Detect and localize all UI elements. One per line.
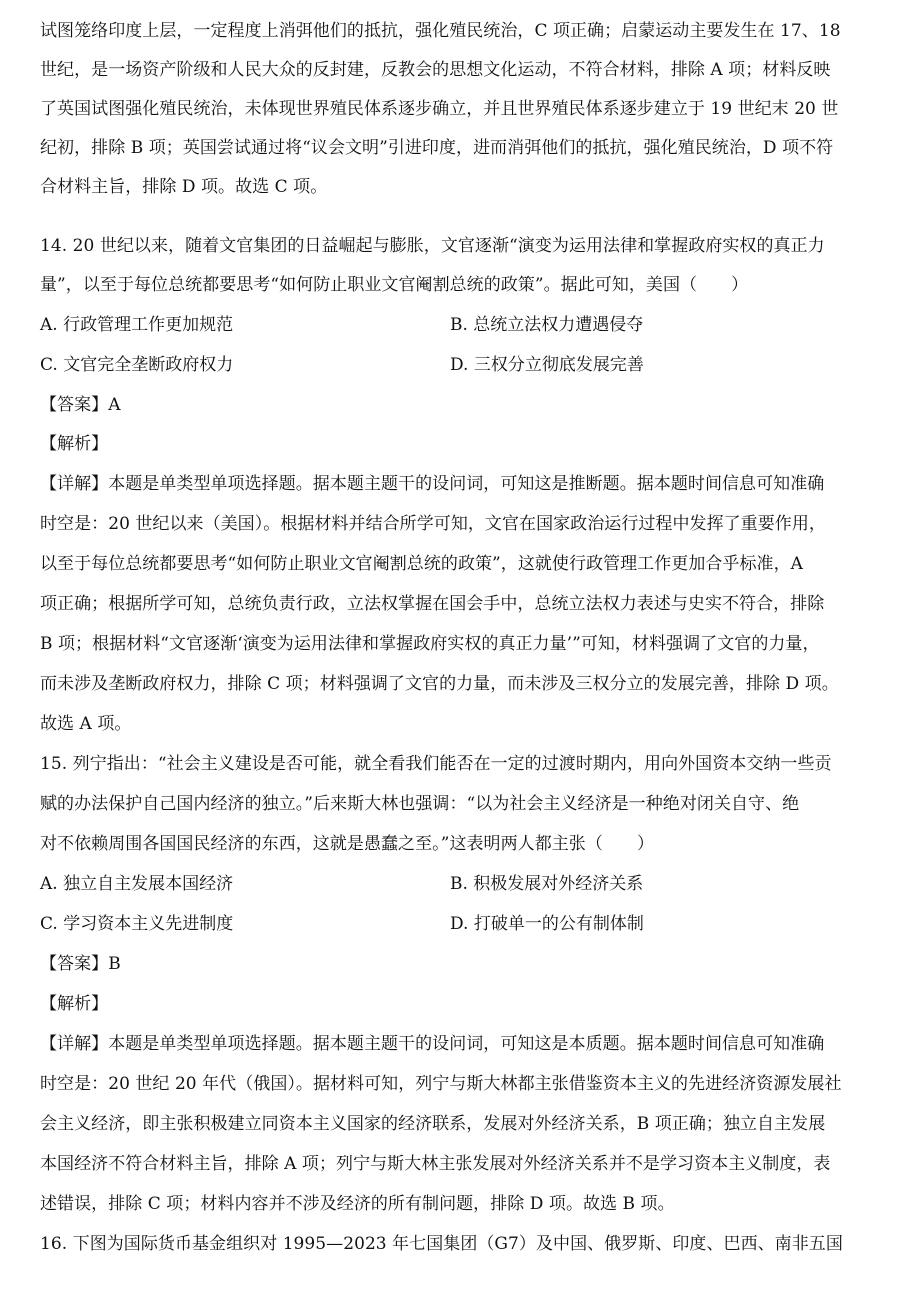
prev-explanation-line-5: 合材料主旨，排除 D 项。故选 C 项。 <box>40 177 328 197</box>
q14-stem-line-1: 14. 20 世纪以来，随着文官集团的日益崛起与膨胀，文官逐渐“演变为运用法律和掌握政府实权的真正力 <box>40 236 825 256</box>
prev-explanation-line-3: 了英国试图强化殖民统治，未体现世界殖民体系逐步确立，并且世界殖民体系逐步建立于 19 世纪末 20 世 <box>40 99 839 119</box>
q15-options-row-2 <box>40 905 862 943</box>
q15-detail-line-1: 【详解】本题是单类型单项选择题。据本题主题干的设问词，可知这是本质题。据本题时间信息可知准确 <box>40 1034 825 1054</box>
q15-detail-line-5: 述错误，排除 C 项；材料内容并不涉及经济的所有制问题，排除 D 项。故选 B 项。 <box>40 1194 675 1214</box>
q15-answer: 【答案】B <box>40 954 121 974</box>
q14-detail-line-3: 以至于每位总统都要思考“如何防止职业文官阉割总统的政策”，这就使行政管理工作更加合乎标准，A <box>40 554 803 574</box>
q14-stem-line-2: 量”，以至于每位总统都要思考“如何防止职业文官阉割总统的政策”。据此可知，美国（ ） <box>40 275 749 295</box>
q15-detail-line-4: 本国经济不符合材料主旨，排除 A 项；列宁与斯大林主张发展对外经济关系并不是学习资本主义制度，表 <box>40 1154 831 1174</box>
q14-option-d: D. 三权分立彻底发展完善 <box>450 355 644 375</box>
q14-options-row-1 <box>40 306 862 344</box>
q15-option-b: B. 积极发展对外经济关系 <box>450 874 644 894</box>
q14-detail-line-5: B 项；根据材料“文官逐渐‘演变为运用法律和掌握政府实权的真正力量’”可知，材料强调了文官的力量， <box>40 634 820 654</box>
q15-option-d: D. 打破单一的公有制体制 <box>450 914 644 934</box>
q14-answer: 【答案】A <box>40 395 121 415</box>
q14-option-b: B. 总统立法权力遭遇侵夺 <box>450 315 644 335</box>
q15-stem-line-1: 15. 列宁指出：“社会主义建设是否可能，就全看我们能否在一定的过渡时期内，用向外国资本交纳一些贡 <box>40 754 832 774</box>
q15-analysis-label: 【解析】 <box>40 994 109 1014</box>
q14-analysis-label: 【解析】 <box>40 434 109 454</box>
q15-detail-line-2: 时空是：20 世纪 20 年代（俄国）。据材料可知，列宁与斯大林都主张借鉴资本主义的先进经济资源发展社 <box>40 1074 842 1094</box>
q14-detail-line-6: 而未涉及垄断政府权力，排除 C 项；材料强调了文官的力量，而未涉及三权分立的发展完善，排除 D 项。 <box>40 674 839 694</box>
q14-detail-line-1: 【详解】本题是单类型单项选择题。据本题主题干的设问词，可知这是推断题。据本题时间信息可知准确 <box>40 474 825 494</box>
q15-option-a: A. 独立自主发展本国经济 <box>40 874 234 894</box>
q15-options-row-1 <box>40 865 862 903</box>
prev-explanation-line-1: 试图笼络印度上层，一定程度上消弭他们的抵抗，强化殖民统治，C 项正确；启蒙运动主要发生在 17、18 <box>40 21 841 41</box>
q14-detail-line-2: 时空是：20 世纪以来（美国）。根据材料并结合所学可知，文官在国家政治运行过程中发挥了重要作用， <box>40 514 826 534</box>
prev-explanation-line-4: 纪初，排除 B 项；英国尝试通过将“议会文明”引进印度，进而消弭他们的抵抗，强化殖民统治，D 项不符 <box>40 138 834 158</box>
q14-option-c: C. 文官完全垄断政府权力 <box>40 355 234 375</box>
q14-option-a: A. 行政管理工作更加规范 <box>40 315 234 335</box>
q15-stem-line-2: 赋的办法保护自己国内经济的独立。”后来斯大林也强调：“以为社会主义经济是一种绝对闭关自守、绝 <box>40 794 800 814</box>
q15-detail-line-3: 会主义经济，即主张积极建立同资本主义国家的经济联系，发展对外经济关系，B 项正确；独立自主发展 <box>40 1114 826 1134</box>
q14-options-row-2 <box>40 346 862 384</box>
prev-explanation-line-2: 世纪，是一场资产阶级和人民大众的反封建，反教会的思想文化运动，不符合材料，排除 A 项；材料反映 <box>40 60 831 80</box>
q16-stem-line-1: 16. 下图为国际货币基金组织对 1995—2023 年七国集团（G7）及中国、俄罗斯、印度、巴西、南非五国 <box>40 1234 843 1254</box>
q14-detail-line-7: 故选 A 项。 <box>40 714 132 734</box>
q14-detail-line-4: 项正确；根据所学可知，总统负责行政，立法权掌握在国会手中，总统立法权力表述与史实不符合，排除 <box>40 594 825 614</box>
q15-stem-line-3: 对不依赖周围各国国民经济的东西，这就是愚蠢之至。”这表明两人都主张（ ） <box>40 834 655 854</box>
q15-option-c: C. 学习资本主义先进制度 <box>40 914 234 934</box>
